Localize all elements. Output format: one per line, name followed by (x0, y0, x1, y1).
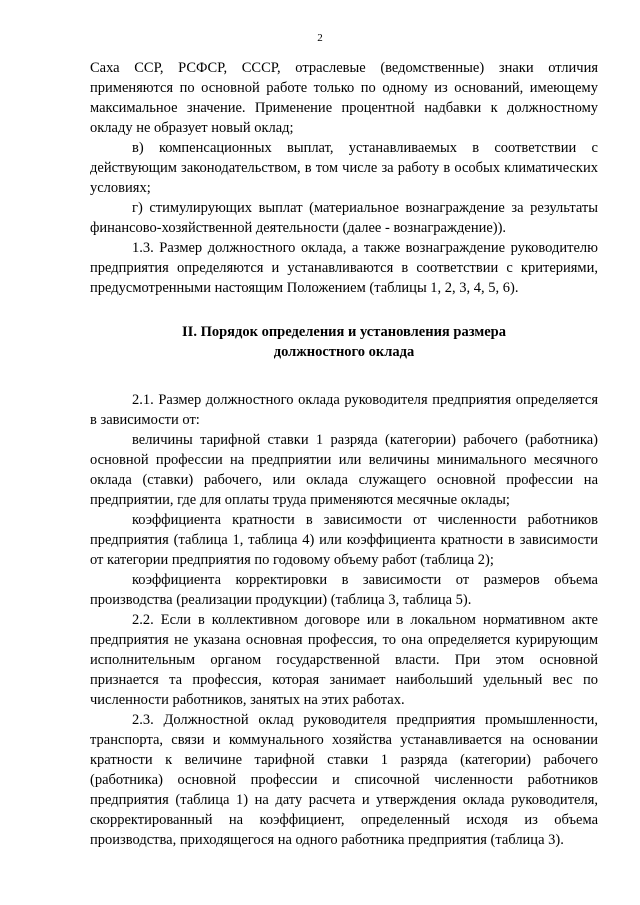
document-body (90, 58, 598, 850)
section-heading (90, 322, 598, 362)
paragraph-1-3: 1.3. Размер должностного оклада, а также вознаграждение руководителю предприятия определяются и устанавливаются в соответствии с критериями, предусмотренными настоящим Положением (таблицы 1, 2, 3, 4, 5, 6). (90, 240, 598, 296)
paragraph-item-g: г) стимулирующих выплат (материальное вознаграждение за результаты финансово-хозяйственной деятельности (далее - вознаграждение)). (90, 200, 598, 236)
paragraph-2-3: 2.3. Должностной оклад руководителя предприятия промышленности, транспорта, связи и коммунального хозяйства устанавливается на основании кратности к величине тарифной ставки 1 разряда (категории) рабочего (работника) основной профессии и списочной численности работников предприятия (таблица 1) на дату расчета и утверждения оклада руководителя, скорректированный на коэффициент, определенный исходя из объема производства, приходящегося на одного работника предприятия (таблица 3). (90, 712, 598, 848)
paragraph-2-1-item-2: коэффициента кратности в зависимости от численности работников предприятия (таблица 1, таблица 4) или коэффициента кратности в зависимости от категории предприятия по годовому объему работ (таблица 2); (90, 512, 598, 568)
paragraph-continuation: Саха ССР, РСФСР, СССР, отраслевые (ведомственные) знаки отличия применяются по основной работе только по одному из оснований, имеющему максимальное значение. Применение процентной надбавки к должностному окладу не образует новый оклад; (90, 60, 598, 136)
section-heading-line-2: должностного оклада (273, 344, 415, 360)
paragraph-2-1: 2.1. Размер должностного оклада руководителя предприятия определяется в зависимости от: (90, 392, 598, 428)
paragraph-2-2: 2.2. Если в коллективном договоре или в локальном нормативном акте предприятия не указана основная профессия, то она определяется курирующим исполнительным органом государственной власти. При этом основной признается та профессия, которая занимает наибольший удельный вес по численности работников, занятых на этих работах. (90, 612, 598, 708)
section-heading-line-1: II. Порядок определения и установления размера (182, 324, 506, 340)
paragraph-item-v: в) компенсационных выплат, устанавливаемых в соответствии с действующим законодательством, в том числе за работу в особых климатических условиях; (90, 140, 598, 196)
paragraph-2-1-item-1: величины тарифной ставки 1 разряда (категории) рабочего (работника) основной профессии на предприятии или величины минимального месячного оклада (ставки) рабочего, или оклада служащего основной профессии на предприятии, где для оплаты труда применяются месячные оклады; (90, 432, 598, 508)
page-number: 2 (317, 32, 323, 44)
paragraph-2-1-item-3: коэффициента корректировки в зависимости от размеров объема производства (реализации продукции) (таблица 3, таблица 5). (90, 572, 598, 608)
